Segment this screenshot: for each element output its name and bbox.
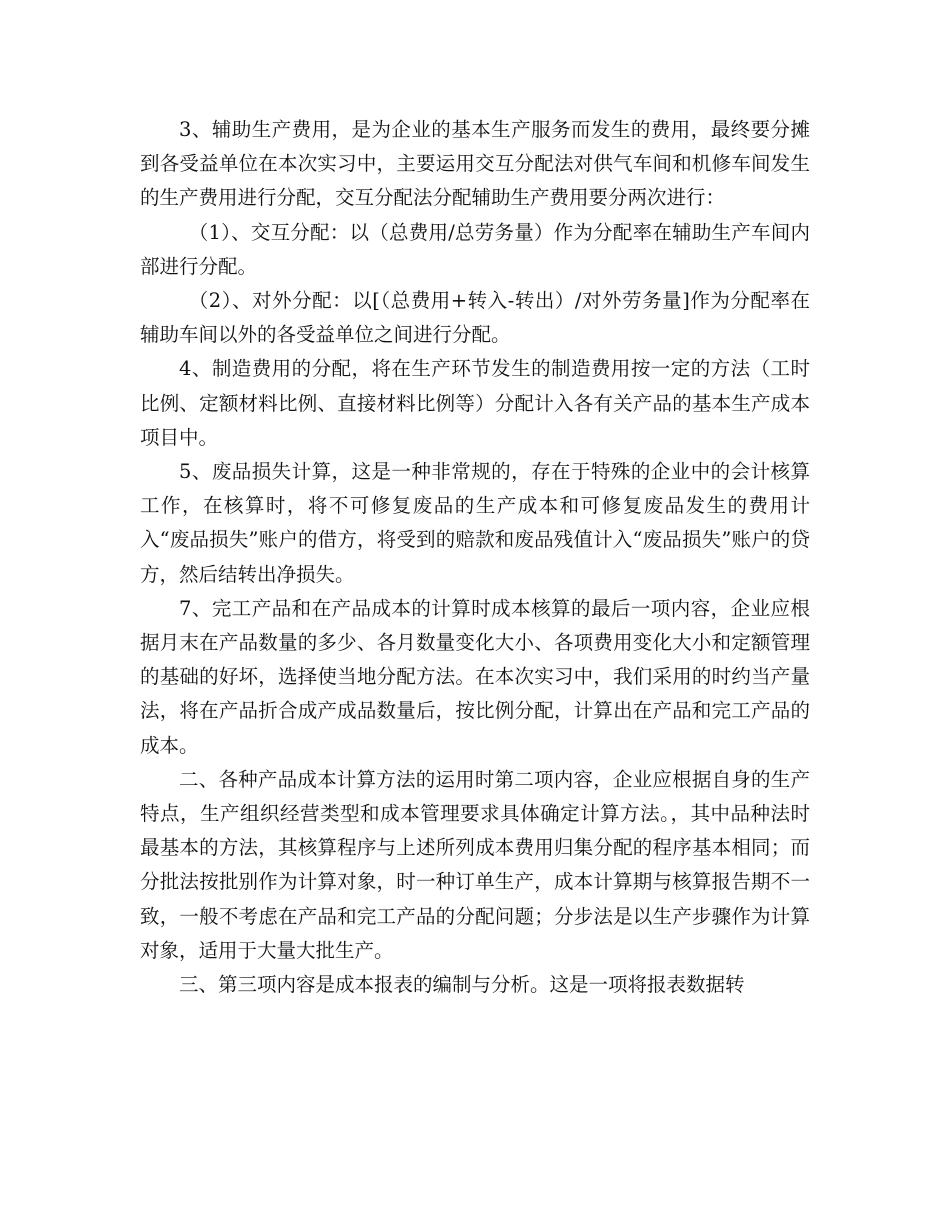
document-body xyxy=(140,113,810,1002)
paragraph-reciprocal-allocation: （1）、交互分配：以（总费用/总劳务量）作为分配率在辅助生产车间内部进行分配。 xyxy=(140,220,810,278)
paragraph-manufacturing-overhead: 4、制造费用的分配，将在生产环节发生的制造费用按一定的方法（工时比例、定额材料比例、直接材料比例等）分配计入各有关产品的基本生产成本项目中。 xyxy=(140,357,810,449)
paragraph-cost-reports: 三、第三项内容是成本报表的编制与分析。这是一项将报表数据转 xyxy=(179,973,745,997)
paragraph-costing-methods: 二、各种产品成本计算方法的运用时第二项内容，企业应根据自身的生产特点，生产组织经营类型和成本管理要求具体确定计算方法。，其中品种法时最基本的方法，其核算程序与上述所列成本费用归集分配的程序基本相同；而分批法按批别作为计算对象，时一种订单生产，成本计算期与核算报告期不一致，一般不考虑在产品和完工产品的分配问题；分步法是以生产步骤作为计算对象，适用于大量大批生产。 xyxy=(140,767,810,962)
paragraph-scrap-loss: 5、废品损失计算，这是一种非常规的，存在于特殊的企业中的会计核算工作，在核算时，将不可修复废品的生产成本和可修复废品发生的费用计入“废品损失”账户的借方，将受到的赔款和废品残值计入“废品损失”账户的贷方，然后结转出净损失。 xyxy=(140,460,810,586)
paragraph-auxiliary-production-cost: 3、辅助生产费用，是为企业的基本生产服务而发生的费用，最终要分摊到各受益单位在本次实习中，主要运用交互分配法对供气车间和机修车间发生的生产费用进行分配，交互分配法分配辅助生产费用要分两次进行： xyxy=(140,118,810,210)
paragraph-external-allocation: （2）、对外分配：以[（总费用+转入-转出）/对外劳务量]作为分配率在辅助车间以外的各受益单位之间进行分配。 xyxy=(140,289,810,347)
paragraph-finished-product-cost: 7、完工产品和在产品成本的计算时成本核算的最后一项内容，企业应根据月末在产品数量的多少、各月数量变化大小、各项费用变化大小和定额管理的基础的好坏，选择使当地分配方法。在本次实习中，我们采用的时约当产量法，将在产品折合成产成品数量后，按比例分配，计算出在产品和完工产品的成本。 xyxy=(140,596,810,757)
